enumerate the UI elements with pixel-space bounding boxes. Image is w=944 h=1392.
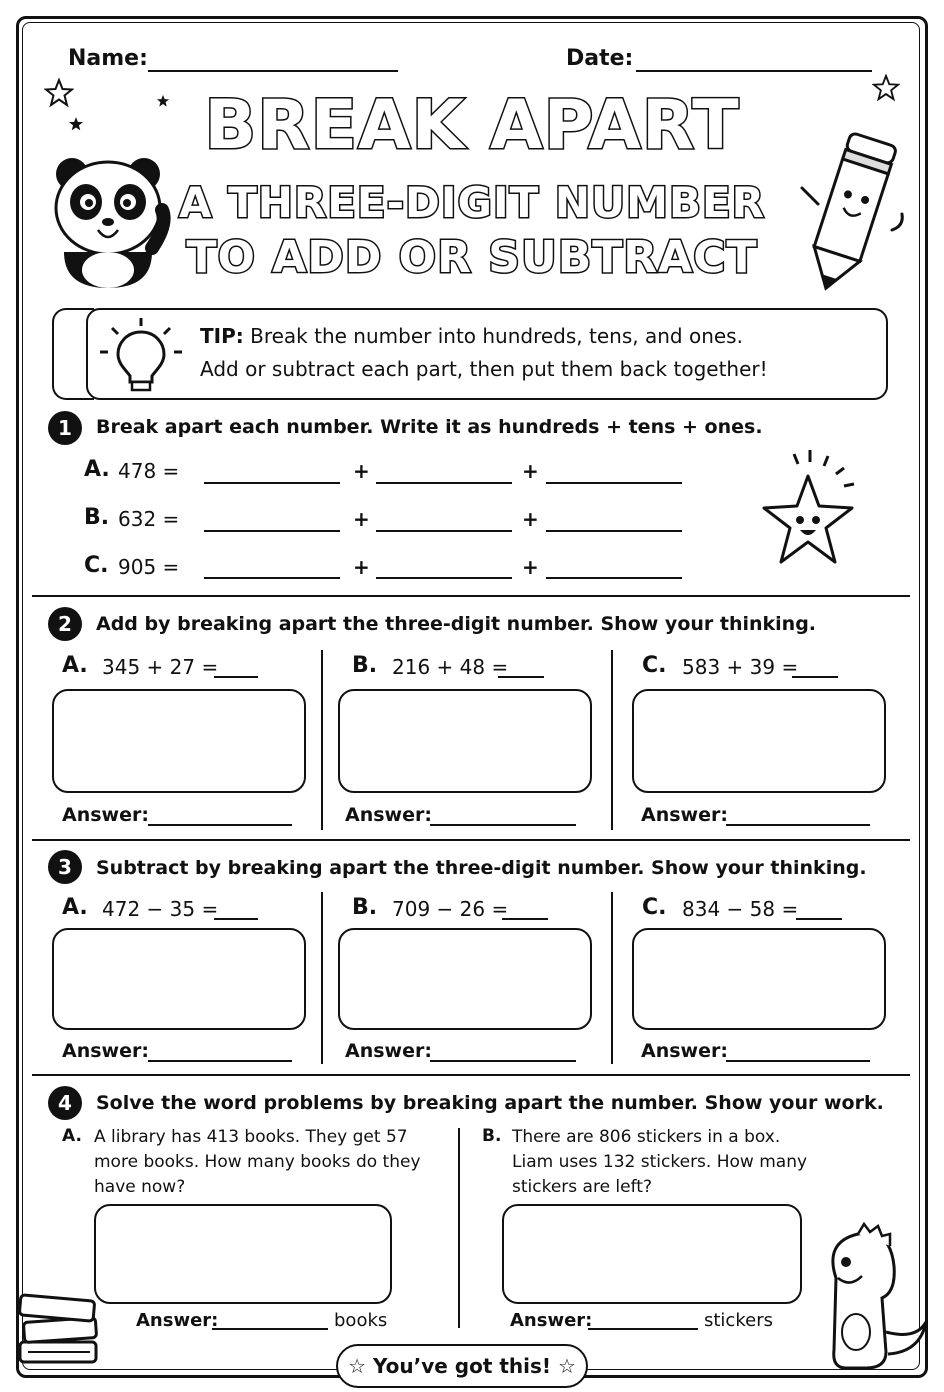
- q1-c-ones-blank[interactable]: [546, 577, 682, 579]
- q3-b-letter: B.: [352, 895, 378, 920]
- q4-a-problem: [94, 1125, 421, 1200]
- q1-b-ones-blank[interactable]: [546, 530, 682, 532]
- q3-b-result-blank[interactable]: [502, 918, 548, 920]
- q2-c-letter: C.: [642, 653, 667, 678]
- panda-icon: [44, 152, 184, 292]
- title-line-3: TO ADD OR SUBTRACT: [186, 232, 758, 283]
- title-line-2: A THREE-DIGIT NUMBER: [178, 178, 766, 227]
- q3-c-work-box[interactable]: [632, 928, 886, 1030]
- q4-a-work-box[interactable]: [94, 1204, 392, 1304]
- q3-c-result-blank[interactable]: [796, 918, 842, 920]
- column-divider: [321, 892, 323, 1064]
- q1-b-letter: B.: [84, 505, 110, 530]
- column-divider: [458, 1128, 460, 1328]
- q2-b-expr: 216 + 48 =: [392, 655, 509, 679]
- q1-b-tens-blank[interactable]: [376, 530, 512, 532]
- q3-a-result-blank[interactable]: [214, 918, 258, 920]
- q1-c-letter: C.: [84, 553, 109, 578]
- q1-a-plus-1: +: [353, 459, 370, 483]
- q3-a-answer-field[interactable]: [148, 1060, 292, 1062]
- date-field[interactable]: [636, 70, 872, 72]
- q2-b-letter: B.: [352, 653, 378, 678]
- q4-b-line: Liam uses 132 stickers. How many: [512, 1152, 808, 1172]
- q2-b-answer-label: Answer:: [345, 804, 432, 826]
- footer-text: You’ve got this!: [372, 1354, 552, 1378]
- q4-b-unit: stickers: [704, 1310, 773, 1331]
- q3-c-expr: 834 − 58 =: [682, 897, 799, 921]
- tip-label: TIP:: [200, 324, 244, 348]
- q3-b-answer-field[interactable]: [430, 1060, 576, 1062]
- q1-a-letter: A.: [84, 457, 110, 482]
- question-3-number: 3: [48, 850, 82, 884]
- date-label: Date:: [566, 46, 634, 71]
- q1-a-expr: 478 =: [118, 459, 180, 483]
- q1-c-hundreds-blank[interactable]: [204, 577, 340, 579]
- divider: [32, 1074, 910, 1076]
- q1-c-expr: 905 =: [118, 555, 180, 579]
- lightbulb-icon: [98, 316, 184, 396]
- question-1-instruction: Break apart each number. Write it as hundreds + tens + ones.: [96, 416, 763, 438]
- tip-box: [86, 308, 888, 400]
- q2-b-result-blank[interactable]: [498, 676, 544, 678]
- books-icon: [14, 1280, 104, 1372]
- q1-a-hundreds-blank[interactable]: [204, 482, 340, 484]
- q2-c-expr: 583 + 39 =: [682, 655, 799, 679]
- q4-a-answer-field[interactable]: [212, 1328, 328, 1330]
- q3-b-answer-label: Answer:: [345, 1040, 432, 1062]
- q4-b-line: stickers are left?: [512, 1177, 652, 1197]
- q1-a-ones-blank[interactable]: [546, 482, 682, 484]
- divider: [32, 839, 910, 841]
- q2-b-work-box[interactable]: [338, 689, 592, 793]
- star-icon: ☆: [557, 1354, 576, 1378]
- q1-b-expr: 632 =: [118, 507, 180, 531]
- name-field[interactable]: [148, 70, 398, 72]
- q3-c-answer-field[interactable]: [726, 1060, 870, 1062]
- tip-tab: [52, 308, 94, 400]
- q1-a-plus-2: +: [522, 459, 539, 483]
- q1-a-tens-blank[interactable]: [376, 482, 512, 484]
- q4-a-unit: books: [334, 1310, 388, 1331]
- q4-b-problem: [512, 1125, 807, 1200]
- dinosaur-icon: [806, 1222, 930, 1372]
- title-line-1: BREAK APART: [204, 86, 740, 165]
- q3-c-letter: C.: [642, 895, 667, 920]
- q1-c-plus-2: +: [522, 555, 539, 579]
- star-character-icon: [752, 450, 864, 574]
- q2-a-answer-label: Answer:: [62, 804, 149, 826]
- q2-a-letter: A.: [62, 653, 88, 678]
- q4-a-letter: A.: [62, 1126, 82, 1146]
- q1-c-plus-1: +: [353, 555, 370, 579]
- q1-b-plus-1: +: [353, 507, 370, 531]
- q4-a-answer-label: Answer:: [136, 1310, 219, 1331]
- q2-b-answer-field[interactable]: [430, 824, 576, 826]
- q3-a-work-box[interactable]: [52, 928, 306, 1030]
- column-divider: [611, 892, 613, 1064]
- column-divider: [611, 650, 613, 830]
- q1-c-tens-blank[interactable]: [376, 577, 512, 579]
- question-4-number: 4: [48, 1086, 82, 1120]
- question-2-number: 2: [48, 607, 82, 641]
- question-1-number: 1: [48, 411, 82, 445]
- q2-a-answer-field[interactable]: [148, 824, 292, 826]
- q2-a-result-blank[interactable]: [214, 676, 258, 678]
- q1-b-hundreds-blank[interactable]: [204, 530, 340, 532]
- q2-c-answer-field[interactable]: [726, 824, 870, 826]
- q3-b-work-box[interactable]: [338, 928, 592, 1030]
- question-2-instruction: Add by breaking apart the three-digit number. Show your thinking.: [96, 613, 817, 635]
- pencil-icon: [792, 130, 908, 298]
- q3-b-expr: 709 − 26 =: [392, 897, 509, 921]
- footer-banner: [336, 1344, 588, 1388]
- q2-a-expr: 345 + 27 =: [102, 655, 219, 679]
- q4-b-answer-label: Answer:: [510, 1310, 593, 1331]
- tip-line-1: Break the number into hundreds, tens, and ones.: [250, 324, 743, 348]
- divider: [32, 595, 910, 597]
- q3-a-letter: A.: [62, 895, 88, 920]
- question-3-instruction: Subtract by breaking apart the three-digit number. Show your thinking.: [96, 857, 867, 879]
- q4-a-line: have now?: [94, 1177, 186, 1197]
- q4-b-line: There are 806 stickers in a box.: [512, 1127, 781, 1147]
- q2-c-work-box[interactable]: [632, 689, 886, 793]
- q2-c-result-blank[interactable]: [792, 676, 838, 678]
- q3-a-answer-label: Answer:: [62, 1040, 149, 1062]
- name-label: Name:: [68, 46, 148, 71]
- q4-b-answer-field[interactable]: [588, 1328, 698, 1330]
- column-divider: [321, 650, 323, 830]
- q2-c-answer-label: Answer:: [641, 804, 728, 826]
- q4-b-letter: B.: [482, 1126, 502, 1146]
- q4-b-work-box[interactable]: [502, 1204, 802, 1304]
- q4-a-line: A library has 413 books. They get 57: [94, 1127, 408, 1147]
- star-icon: ☆: [348, 1354, 366, 1378]
- q2-a-work-box[interactable]: [52, 689, 306, 793]
- q3-a-expr: 472 − 35 =: [102, 897, 219, 921]
- tip-line-2: Add or subtract each part, then put them back together!: [200, 357, 768, 381]
- q4-a-line: more books. How many books do they: [94, 1152, 421, 1172]
- q3-c-answer-label: Answer:: [641, 1040, 728, 1062]
- q1-b-plus-2: +: [522, 507, 539, 531]
- question-4-instruction: Solve the word problems by breaking apart the number. Show your work.: [96, 1092, 884, 1114]
